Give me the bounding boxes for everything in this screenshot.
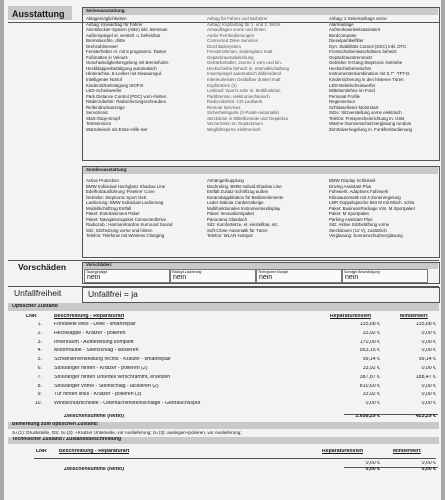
equipment-item: Sitz: Sitzheizung vorne und hinten [86,227,153,233]
equipment-item: BMW Display Schlüssel [329,178,376,183]
equipment-item: Gepäckraumabdeckung [207,54,254,60]
equipment-item: Mittelarmlehne im Fond [329,88,375,94]
equipment-item: Steckdosen (12 V), zusätzlich [329,227,387,233]
row-number: 10. [34,401,42,407]
equipment-item: Start-/Stop-Knopf [86,115,120,121]
equipment-item: Ablagemöglichkeiten [86,16,127,21]
unfallfrei-text: Unfallfrei = ja [88,289,138,299]
serien-col-2 [207,16,323,132]
equipment-item: Alarmanlage [329,21,354,27]
equipment-item: Heckscheibenwischer [329,65,372,71]
row-number: 7. [37,374,42,380]
row-cost: 33,92 € [362,330,380,336]
equipment-item: Sitze: Sitzverstellung vorne elektrisch [329,110,402,116]
equipment-item: Hinterachse, 5-Lenker mit Niveauregul. [86,71,163,77]
equipment-item: LED-Scheinwerfer [86,88,122,94]
equipment-item: Keramikapplikation für Bedienelemente [207,194,284,200]
tech-h-min: Minderwert [393,449,421,454]
row-number: 4. [37,348,42,354]
tech-sum-label: Zwischensumme (Netto) [64,467,124,472]
equipment-item: Servotronic [86,110,109,116]
equipment-item: Verzurrösen im Gepäckraum [207,121,263,127]
row-minderwert: 0,00 € [421,383,436,389]
ausstattung-label-text: Ausstattung [12,9,65,19]
equipment-item: Anhängerkupplung [207,178,244,183]
equipment-item: Parkbremse, elektromechanisch [207,93,270,99]
optischer-title: Optischer Zustand [12,304,58,309]
equipment-item: Getriebe: 8-Gang-Steptronic Getriebe [329,60,403,66]
equipment-item: Getriebe: Steptronic Sport Getr. [86,194,148,200]
tech-sum-min: 0,00 € [421,467,436,472]
equipment-item: Frontscheibenwaschdüsen beheizt [329,49,397,55]
equipment-item: Kopfstützen (3) [207,82,237,88]
vorschaeden-value: nein [259,274,273,281]
tech-h-cost: Reparaturkosten [322,449,364,454]
opt-h-desc: Beschreibung - Reparaturart [54,314,125,319]
equipment-item: Parking Assistant Plus [329,216,373,222]
equipment-item: Edelholzausführung 'Fineline' Cove [86,189,155,195]
equipment-item: TeleServices [86,121,111,127]
equipment-item: Airbag: Kopfairbag für 1. und 2. Sitzre [207,21,281,27]
tech-empty-cost: 0,00 € [365,461,380,466]
optischer-title-bar [8,303,439,311]
row-number: 1. [37,322,42,327]
equipment-item: Regensensor [329,99,356,105]
equipment-item: Dachreling, BMW Individ.Shadow Line [207,183,282,189]
opt-h-cost: Reparaturkosten [330,314,372,319]
equipment-item: Paket: Entertainment Paket [86,211,140,217]
vorschaeden-value: nein [87,274,101,281]
equipment-item: Bremsleuchte, dritte [86,38,126,44]
equipment-item: Fahrwerk: Adaptives Fahrwerk [329,189,389,195]
equipment-item: Paket: BusinessPackage Vim. M Sportpaket [329,205,415,211]
equipment-item: Radiozubehör: CD-Laufwerk [207,99,263,105]
equipment-item: Soft-Close-Automatik für Türen [207,227,268,233]
row-minderwert: 135,68 € [415,322,436,327]
equipment-item: Reifendruckanzeige [86,104,125,110]
equipment-item: Fensterrahmen, seidenglanz matt [207,49,273,55]
equipment-item: Telefon: WLAN Hotspot [207,233,253,239]
sonder-col-3 [329,178,437,239]
equipment-item: Wärme-/Sonnenschutzverglasung rundum [329,121,412,127]
equipment-item: Zentralverriegelung m. Funkfernbedienung [329,126,412,132]
serien-col-3 [329,16,437,132]
equipment-item: Außenspiegel el. verstell. u. beheizbar [86,32,161,38]
row-minderwert: 0,00 € [421,339,436,345]
equipment-item: Aufmerksamkeitsassistent [329,27,380,33]
equipment-item: Gepäckraumtrennnetz [329,54,373,60]
equipment-item: Airbag für Fahrer und Beifahrer [207,16,268,21]
equipment-item: Multifunktionales Instrumentendisplay [207,205,281,211]
document-sheet [4,0,441,500]
opt-h-lnr: LNR [26,314,37,319]
sonder-col-2 [207,178,323,239]
equipment-item: Räderzubehör: Radsicherungsschrauben [86,99,167,105]
divider [34,458,436,459]
vorschaeden-value: nein [345,274,359,281]
equipment-item: Remote Services [207,104,241,110]
equipment-item: Sicherheitsgurte (3-Punkt-Automatik) [207,110,279,116]
row-cost: 953,15 € [359,348,380,354]
equipment-item: Telefon: Freisprecheinrichtung m. USB [329,115,405,121]
equipment-item: Panorama Glasdach [207,216,248,222]
equipment-item: Interieurleisten Oxidsilber dunkel matt [207,77,281,83]
equipment-item: Fensterheber el. mit 8 programmi. Tasten [86,49,167,55]
row-cost: 33,92 € [362,366,380,371]
vorschaeden-value: nein [173,274,187,281]
row-description: Stoßfänger hinten - Kratzer - polieren (2) [54,366,148,371]
row-number: 8. [37,383,42,389]
vorschaeden-header: Vorschäden: [86,262,113,267]
row-cost: 170,00 € [359,339,380,345]
equipment-item: Warndreieck mit Erste-Hilfe-Set [86,126,148,132]
equipment-item: Audio-Fernbedienungen [207,32,255,38]
serien-col-1 [86,16,202,132]
row-cost: 135,68 € [359,322,380,327]
equipment-item: Paket: Navigationspaket ConnectedDrive [86,216,167,222]
vorschaeden-col-label: Tauchgepäppt [86,270,108,274]
equipment-item: Telefon: Telefonie mit Wireless Charging [86,233,165,239]
opt-sum-cost: 2.658,29 € [355,414,380,419]
equipment-item: Park Distance Control (PDC) vorn+hinten [86,93,167,99]
serien-title-bar [83,8,438,15]
equipment-item: Modellschriftzug Entfall [86,205,132,211]
equipment-item: Heckklappenbetätigung automatisch [86,65,157,71]
equipment-item: Dieselpartikelfilter [329,38,364,44]
tech-h-lnr: LNR [36,449,47,454]
equipment-item: Lenkrad: Sport-Leder m. Multifunktion [207,88,281,94]
equipment-item: Anti-Blockier-System (ABS) inkl. Bremsan [86,27,168,33]
equipment-item: Sitz: Aktive Sitzbelüftung vorne [329,222,390,228]
row-cost: 33,92 € [362,392,380,398]
equipment-item: Kindersicherung in den hinteren Türen [329,77,404,83]
row-minderwert: 99,14 € [418,357,436,363]
opt-sum-label: Zwischensumme (Netto) [64,414,124,419]
row-minderwert: 0,00 € [421,348,436,354]
equipment-item: Driving Assistant Plus [329,183,372,189]
equipment-item: Schlüsselloser Motorstart [329,104,379,110]
row-number: 5. [37,357,42,363]
sonder-title: Sonderausstattung: [86,167,128,172]
equipment-item: Klimaautomatik mit 4-Zonenregelung [329,194,401,200]
serien-title: Serienausstattung: [86,8,126,13]
equipment-item: Paket: Innovationspaket [207,211,254,217]
equipment-item: Paket: M Sportpaket [329,211,369,217]
row-description: Heckklappe - Kratzer - polieren [54,330,126,336]
equipment-item: Entfall Zusatz-Schriftzug außen [207,189,269,195]
equipment-item: Kindersitzbefestigung ISOFIX [86,82,144,88]
equipment-item: Wegfahrsperre elektronisch [207,126,261,132]
equipment-item: Intelligenter Notruf [86,77,122,83]
equipment-item: Geschwindigkeitsregelung mit Bremsfunkt. [86,60,169,66]
row-cost: 99,14 € [362,357,380,363]
tech-sum-cost: 0,00 € [365,467,380,472]
equipment-item: Innenspiegel automatisch abblendend [207,71,281,77]
divider [8,260,439,261]
equipment-item: Heckscheibe beheizt m. Intervallschaltung [207,65,290,71]
equipment-item: Lackierung: BMW Individual-Lackierung [86,200,164,206]
vorschaeden-col-label: Radlauf-Lackierung [172,270,202,274]
row-cost: 0,00 € [365,401,380,407]
row-minderwert: 0,00 € [421,401,436,407]
equipment-item: LED-Nebelscheinwerfer [329,82,376,88]
equipment-item: Active Protection [86,178,119,183]
equipment-item: BMW Individual Hochglanz Shadow Line [86,183,166,189]
row-number: 9. [37,392,42,398]
equipment-item: Getränkehalter, 2vorne 2 vorn und hin. [207,60,282,66]
row-description: Innenraum - Aufbereitung komplett [54,339,134,345]
unfallfrei-label: Unfallfreiheit [14,288,62,298]
row-minderwert: 188,47 € [415,374,436,380]
row-description: Stoßfänger vorne - Steinschlag - lackieren (2) [54,383,159,389]
equipment-item: Connected Drive Services [207,38,258,44]
row-cost: 387,87 € [359,374,380,380]
bemerkung-title: Bemerkung zum optischen Zustand: [12,422,99,427]
tech-empty-min: 0,00 € [421,461,436,466]
row-description: Stoßfänger hinten Unterteil verschrammt, ersetzen [54,374,171,380]
row-description: Windschutzscheibe - Oberflächensteinschläge - Gebrauchsspur [54,401,201,407]
row-description: Tür hinten links - Kratzer - polieren (3) [54,392,142,398]
equipment-item: Personal Profile [329,93,360,99]
equipment-item: Dyn. Stabilitäts Control (DSC) inkl. DTC [329,43,407,49]
equipment-item: Steckdose in Mittelkonsole und Gepäckra [207,115,288,121]
tech-h-desc: Beschreibung - Reparaturart [59,449,130,454]
row-number: 3. [37,339,42,345]
equipment-item: Fußmatten in Velours [86,54,128,60]
equipment-item: Airbag: 2 Seitenairbags vorne [329,16,387,21]
sonder-title-bar [83,167,438,174]
row-description: Motorhaube - Steinschlag - lackieren [54,348,139,354]
row-minderwert: 0,00 € [421,392,436,398]
equipment-item: Bordcomputer [329,32,357,38]
vorschaeden-cell [256,269,342,283]
sonder-col-1 [86,178,202,239]
vorschaeden-cell [170,269,256,283]
row-number: 2. [37,330,42,336]
equipment-item: LMR Doppelspeiche 664 M mit Misch. schw. [329,200,416,206]
row-description: Fondseite links - Delle - smartrepair [54,322,136,327]
equipment-item: Airbag: Knieairbag für Fahrer [86,21,143,27]
equipment-item: Leder Dakota Canberrabeige [207,200,264,206]
equipment-item: Radiozub.: Harman/Kardon Surround Sound [86,222,173,228]
vorschaeden-cell [342,269,428,283]
row-minderwert: 0,00 € [421,330,436,336]
equipment-item: Instrumentenkombination mit 5,7" -TFT-D. [329,71,411,77]
opt-sum-min: 423,29 € [415,414,436,419]
row-minderwert: 0,00 € [421,366,436,371]
row-description: Schwellerverkleidung rechts - Kratzer - smartrepair [54,357,171,363]
row-cost: 810,69 € [359,383,380,389]
vorschaeden-col-label: Sonstige Beschädigung [344,270,380,274]
vorschaeden-col-label: Technischer Mangel [258,270,289,274]
equipment-item: Verglasung: Sonnenschutzverglasung [329,233,403,239]
vorschaeden-cell [84,269,170,283]
equipment-item: Armauflagen vorne und hinten [207,27,266,33]
equipment-item: Durchladesystem [207,43,241,49]
bemerkung-text: zu (1): Druckstelle, GS; zu (2): +Kratzer Unterseite, vor Auslieferung; zu (3): auslegen+polieren, vor Auslieferung; [12,430,242,435]
equipment-item: Sitz: Komfortsitze, el. einstellbar, etc. [207,222,279,228]
equipment-item: Drehzahlmesser [86,43,118,49]
technischer-title: Technischer Zustand / Zustandsbeschreibung [12,437,122,442]
row-number: 6. [37,366,42,371]
vorschaeden-label: Vorschäden [18,262,67,272]
opt-h-min: Minderwert [400,314,428,319]
